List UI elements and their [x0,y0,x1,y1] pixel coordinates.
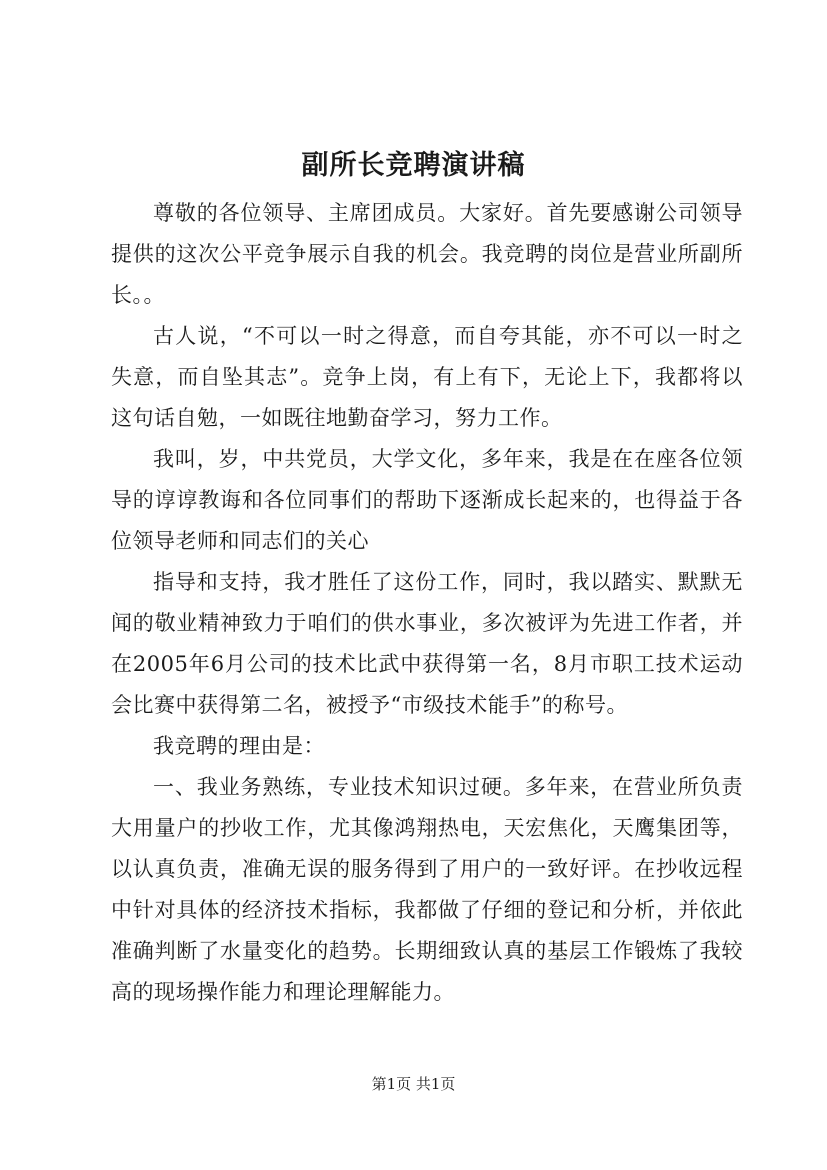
paragraph-achievements: 指导和支持，我才胜任了这份工作，同时，我以踏实、默默无闻的敬业精神致力于咱们的供水事业，多次被评为先进工作者，并在2005年6月公司的技术比武中获得第一名，8月市职工技术运动会比赛中获得第二名，被授予“市级技术能手”的称号。 [111,570,743,717]
paragraph-reason-one: 一、我业务熟练，专业技术知识过硬。多年来，在营业所负责大用量户的抄收工作，尤其像鸿翔热电，天宏焦化，天鹰集团等，以认真负责，准确无误的服务得到了用户的一致好评。在抄收远程中针对具体的经济技术指标，我都做了仔细的登记和分析，并依此准确判断了水量变化的趋势。长期细致认真的基层工作锻炼了我较高的现场操作能力和理论理解能力。 [111,775,743,1004]
paragraph-reasons-heading: 我竞聘的理由是： [153,734,325,758]
paragraph-introduction: 我叫，岁，中共党员，大学文化，多年来，我是在在座各位领导的谆谆教诲和各位同事们的帮助下逐渐成长起来的，也得益于各位领导老师和同志们的关心 [111,447,743,553]
page-footer: 第1页 共1页 [371,1075,456,1093]
document-body [111,193,743,1013]
paragraph-quote: 古人说，“不可以一时之得意，而自夸其能，亦不可以一时之失意，而自坠其志”。竞争上岗，有上有下，无论上下，我都将以这句话自勉，一如既往地勤奋学习，努力工作。 [111,324,743,430]
paragraph-greeting: 尊敬的各位领导、主席团成员。大家好。首先要感谢公司领导提供的这次公平竞争展示自我的机会。我竞聘的岗位是营业所副所长。。 [111,201,743,307]
document-title: 副所长竞聘演讲稿 [301,150,526,181]
